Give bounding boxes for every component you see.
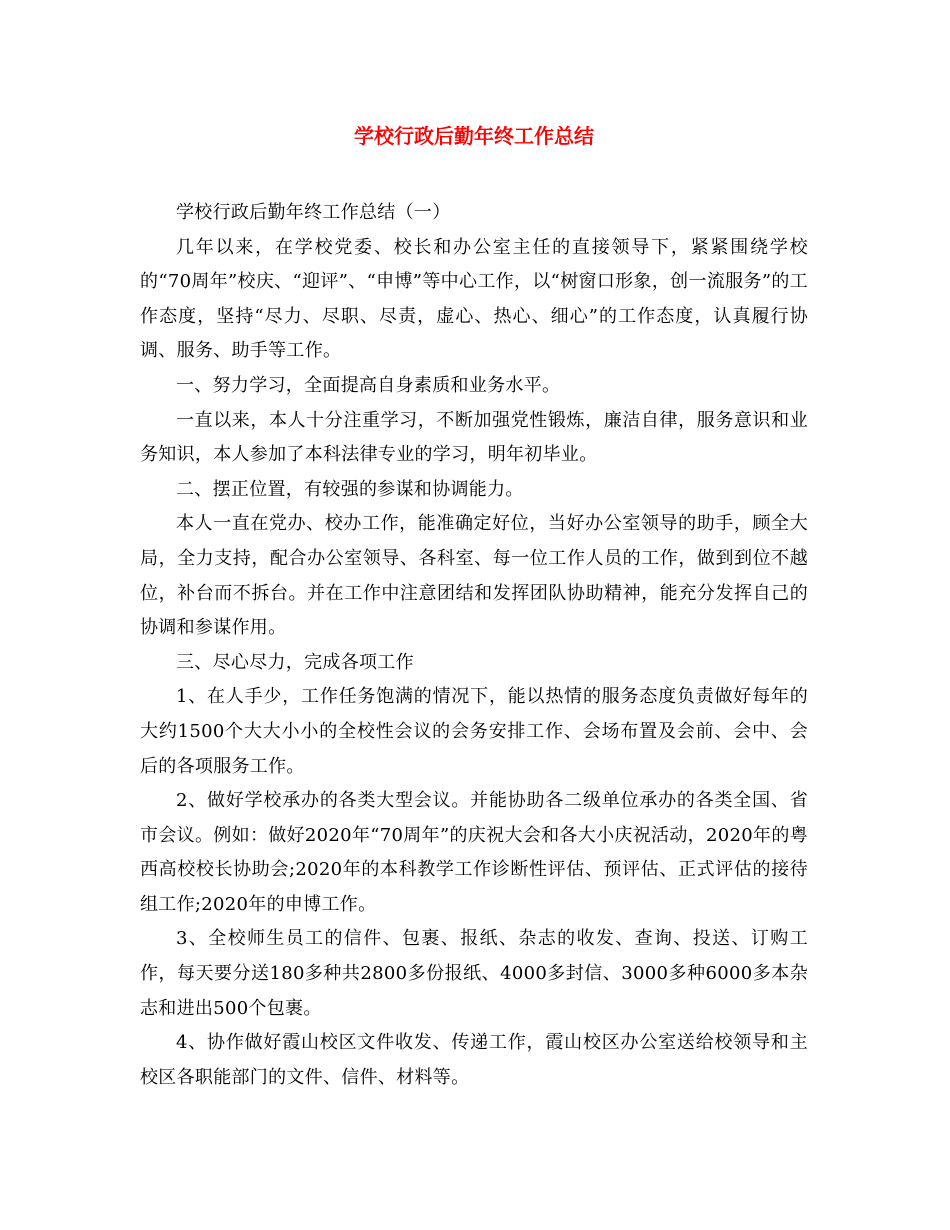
- intro-paragraph: 几年以来，在学校党委、校长和办公室主任的直接领导下，紧紧围绕学校的“70周年”校庆、“迎评”、“申博”等中心工作，以“树窗口形象，创一流服务”的工作态度，坚持“尽力、尽职、尽责，虚心、热心、细心”的工作态度，认真履行协调、服务、助手等工作。: [140, 236, 808, 362]
- document-title: 学校行政后勤年终工作总结: [354, 124, 594, 148]
- item-3-paragraph: 3、全校师生员工的信件、包裹、报纸、杂志的收发、查询、投送、订购工作，每天要分送180多种共2800多份报纸、4000多封信、3000多种6000多本杂志和进出500个包裹。: [140, 928, 808, 1019]
- document-body: [140, 196, 808, 1095]
- item-4-paragraph: 4、协作做好霞山校区文件收发、传递工作，霞山校区办公室送给校领导和主校区各职能部门的文件、信件、材料等。: [140, 1032, 808, 1088]
- section-heading-1: 一、努力学习，全面提高自身素质和业务水平。: [176, 374, 561, 396]
- section-2-paragraph: 本人一直在党办、校办工作，能准确定好位，当好办公室领导的助手，顾全大局，全力支持，配合办公室领导、各科室、每一位工作人员的工作，做到到位不越位，补台而不拆台。并在工作中注意团结和发挥团队协助精神，能充分发挥自己的协调和参谋作用。: [140, 513, 808, 639]
- section-1-paragraph: 一直以来，本人十分注重学习，不断加强党性锻炼，廉洁自律，服务意识和业务知识，本人参加了本科法律专业的学习，明年初毕业。: [140, 409, 808, 466]
- section-heading-3: 三、尽心尽力，完成各项工作: [176, 651, 414, 673]
- subtitle-paragraph: 学校行政后勤年终工作总结（一）: [176, 202, 451, 223]
- item-1-paragraph: 1、在人手少，工作任务饱满的情况下，能以热情的服务态度负责做好每年的大约1500个大大小小的全校性会议的会务安排工作、会场布置及会前、会中、会后的各项服务工作。: [140, 686, 808, 777]
- section-heading-2: 二、摆正位置，有较强的参谋和协调能力。: [176, 478, 524, 500]
- item-2-paragraph: 2、做好学校承办的各类大型会议。并能协助各二级单位承办的各类全国、省市会议。例如：做好2020年“70周年”的庆祝大会和各大小庆祝活动，2020年的粤西高校校长协助会;2020年的本科教学工作诊断性评估、预评估、正式评估的接待组工作;2020年的申博工作。: [140, 790, 808, 915]
